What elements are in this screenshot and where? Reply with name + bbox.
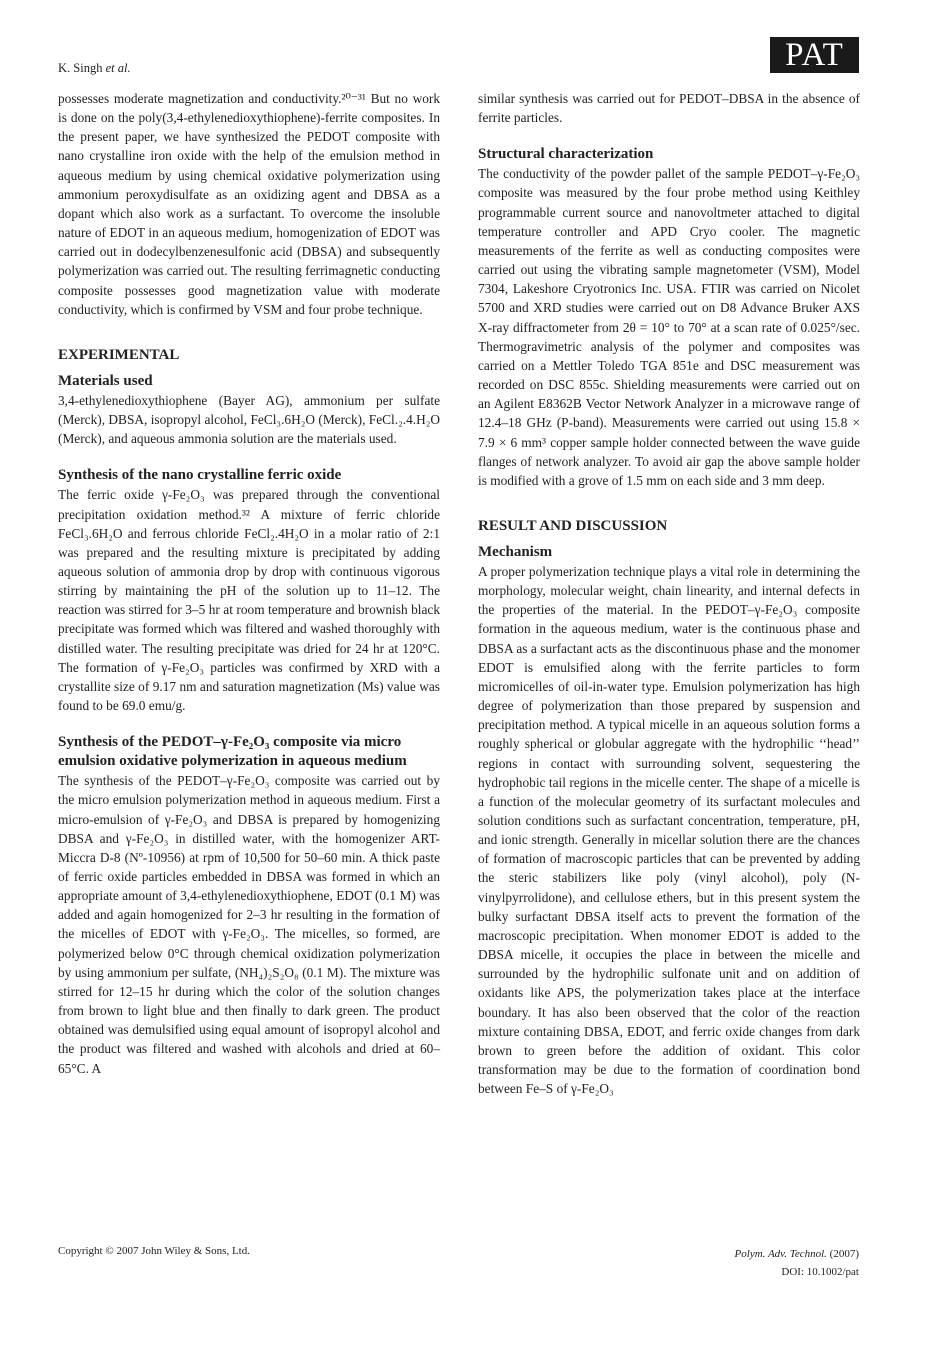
journal-name: Polym. Adv. Technol. [734, 1248, 827, 1260]
citation-footer [735, 1245, 859, 1281]
materials-paragraph: 3,4-ethylenedioxythiophene (Bayer AG), ammonium per sulfate (Merck), DBSA, isopropyl alcohol, FeCl₃.6H₂O (Merck), FeCl.₂.4.H₂O (Merck), and aqueous ammonia solution are the materials used. [58, 392, 440, 447]
author-name: K. Singh [58, 61, 103, 75]
et-al: et al. [105, 61, 131, 75]
synthesis-ferric-heading: Synthesis of the nano crystalline ferric oxide [58, 467, 342, 484]
running-header-author [58, 61, 131, 76]
experimental-heading: EXPERIMENTAL [58, 346, 180, 363]
synthesis-ferric-paragraph: The ferric oxide γ-Fe₂O₃ was prepared through the conventional precipitation oxidation method.³² A mixture of ferric chloride FeCl₃.6H₂O and ferrous chloride FeCl₂.4H₂O in a molar ratio of 2:1 was prepared and the resulting mixture is precipitated by adding aqueous solution of ammonia drop by drop with continuous vigorous stirring by maintaining the pH of the solution up to 11–12. The reaction was stirred for 3–5 hr at room temperature and brownish black precipitate was formed which was filtered and washed thoroughly with distilled water. The resulting precipitate was dried for 24 hr at 120°C. The formation of γ-Fe₂O₃ particles was confirmed by XRD with a crystallite size of 9.17 nm and saturation magnetization (Ms) value was found to be 69.0 emu/g. [58, 487, 440, 714]
left-column [58, 89, 440, 1078]
structural-paragraph: The conductivity of the powder pallet of the sample PEDOT–γ-Fe₂O₃ composite was measured by the four probe method using Keithley programmable current source and nanovoltmeter attached to digital temperature controller and APD Cryo cooler. The magnetic measurements of the ferrite as well as conducting composites were carried out using the vibrating sample magnetometer (VSM), Model 7304, Lakeshore Cryotronics Inc. USA. FTIR was carried on Nicolet 5700 and XRD studies were carried out on D8 Advance Bruker AXS X-ray diffractometer from 2θ = 10° to 70° at a scan rate of 0.025°/sec. Thermogravimetric analysis of the polymer and composites was carried on a Mettler Toledo TGA 851e and DSC measurement was recorded on DSC 855c. Shielding measurements were carried out on an Agilent E8362B Vector Network Analyzer in a microwave range of 12.4–18 GHz (P-band). Measurements were carried out using 15.8 × 7.9 × 6 mm³ copper sample holder connected between the wave guide flanges of network analyzer. To avoid air gap the above sample holder is modified with a grove of 1.5 mm on each side and 3 mm deep. [478, 166, 860, 488]
copyright-footer: Copyright © 2007 John Wiley & Sons, Ltd. [58, 1245, 250, 1257]
mechanism-paragraph: A proper polymerization technique plays a vital role in determining the morphology, molecular weight, chain linearity, and internal defects in the properties of the material. In the PEDOT–γ-Fe₂O₃ composite formation in the aqueous medium, water is the continuous phase and DBSA as a surfactant acts as the discontinuous phase and the monomer EDOT is emulsified along with the ferrite particles to form micromicelles of oil-in-water type. Emulsion polymerization has high degree of polymerization than those prepared by suspension and precipitation method. A typical micelle in an aqueous solution forms a roughly spherical or globular aggregate with the hydrophilic ‘‘head’’ regions in contact with surrounding solvent, sequestering the hydrophobic tail regions in the micelle center. The shape of a micelle is a function of the molecular geometry of its surfactant molecules and solution conditions such as surfactant concentration, temperature, pH, and ionic strength. Generally in micellar solution there are the chances of formation of macroscopic particles that can be prevented by adding the steric stabilizers like poly (vinyl alcohol), poly (N-vinylpyrrolidone), and cellulose ethers, but in this present system the bulky surfactant DBSA itself acts to prevent the formation of the macroscopic precipitation. When monomer EDOT is added to the DBSA micelle, it occupies the place in between the micelle and surrounded by the hydrophilic sulfonate unit and on addition of oxidants like APS, the polymerization takes place at the interface boundary. It has also been observed that the color of the reaction mixture containing DBSA, EDOT, and ferric oxide changes from dark brown to green before the addition of oxidant. This color transformation may be due to the formation of coordination bond between Fe–S of γ-Fe₂O₃ [478, 563, 860, 1097]
structural-heading: Structural characterization [478, 146, 654, 163]
intro-paragraph: possesses moderate magnetization and conductivity.²⁰⁻³¹ But no work is done on the poly(3,4-ethylenedioxythiophene)-ferrite composites. In the present paper, we have synthesized the PEDOT composite with nano crystalline iron oxide with the help of the emulsion method in aqueous medium by using chemical oxidative polymerization using ammonium peroxydisulfate as an oxidizing agent and DBSA as a dopant which also work as a surfactant. To overcome the insoluble nature of EDOT in an aqueous medium, homogenization of EDOT was carried out in dodecylbenzenesulfonic acid (DBSA) and subsequently polymerization was carried out. The resulting ferrimagnetic conducting composite possesses good magnetization value with moderate conductivity, which is confirmed by VSM and four probe technique. [58, 91, 440, 317]
mechanism-heading: Mechanism [478, 543, 553, 560]
materials-heading: Materials used [58, 372, 153, 389]
synthesis-composite-paragraph: The synthesis of the PEDOT–γ-Fe₂O₃ composite was carried out by the micro emulsion polymerization method in aqueous medium. First a micro-emulsion of γ-Fe₂O₃ and DBSA is prepared by homogenizing DBSA and γ-Fe₂O₃ in distilled water, with the homogenizer ART-Miccra D-8 (Nº-10956) at rpm of 10,500 for 50–60 min. A thick paste of ferric oxide particles embedded in DBSA was formed in which an appropriate amount of 3,4-ethylenedioxythiophene, EDOT (0.1 M) was added and again homogenized for 2–3 hr resulting in the formation of the micelles of EDOT with γ-Fe₂O₃. The micelles, so formed, are polymerized below 0°C through chemical oxidization polymerization by using ammonium per sulfate, (NH₄)₂S₂O₈ (0.1 M). The mixture was stirred for 12–15 hr during which the color of the solution changes from brown to light blue and then finally to dark green. The product obtained was demulsified using equal amount of isopropyl alcohol and the product was filtered and washed with alcohols and dried at 60–65°C. A [58, 773, 440, 1076]
continuation-paragraph: similar synthesis was carried out for PEDOT–DBSA in the absence of ferrite particles. [478, 91, 860, 126]
right-column [478, 89, 860, 1098]
journal-year: (2007) [829, 1248, 859, 1260]
doi: DOI: 10.1002/pat [781, 1266, 859, 1278]
results-heading: RESULT AND DISCUSSION [478, 517, 668, 534]
journal-logo: PAT [770, 37, 859, 73]
synthesis-composite-heading: Synthesis of the PEDOT–γ-Fe₂O₃ composite via micro emulsion oxidative polymerization in aqueous medium [58, 734, 407, 770]
